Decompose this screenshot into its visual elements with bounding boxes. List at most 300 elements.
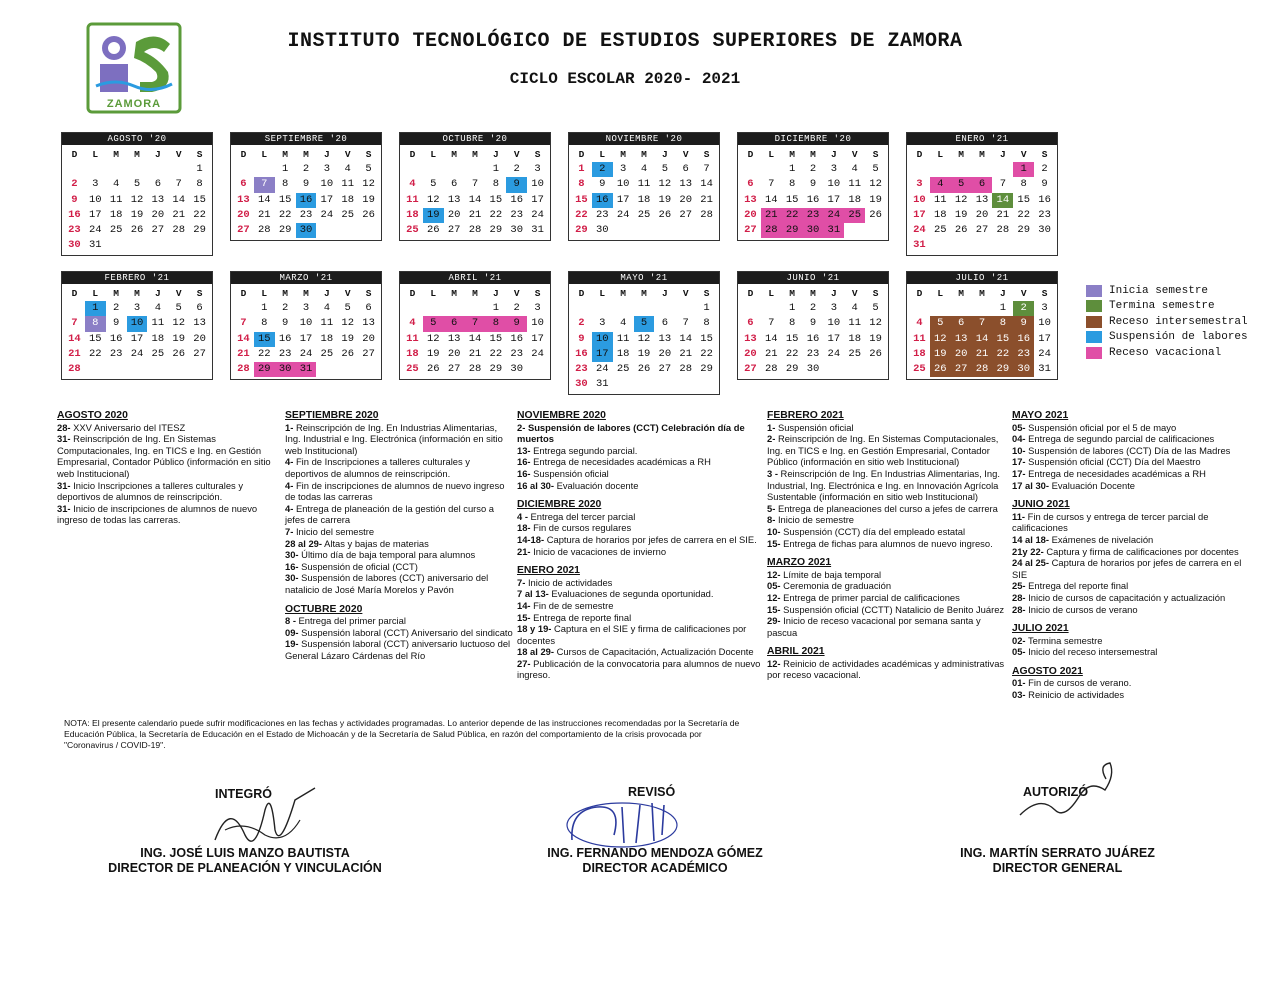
day-cell: 9 xyxy=(578,332,585,345)
day-cell: 24 xyxy=(823,208,844,223)
events-column-2 xyxy=(285,408,515,661)
day-cell: 21 xyxy=(172,208,186,221)
legend-item xyxy=(1086,299,1248,315)
weekday-header: M xyxy=(641,288,647,299)
day-cell: 9 xyxy=(1041,178,1048,191)
event-date: 11- xyxy=(1012,510,1026,522)
day-cell: 8 xyxy=(85,316,106,331)
month-calendar xyxy=(906,271,1058,380)
day-cell: 31 xyxy=(823,223,844,238)
signature-label-integro: INTEGRÓ xyxy=(215,787,272,801)
day-cell: 30 xyxy=(1038,223,1051,236)
event-date: 16- xyxy=(517,467,531,479)
day-cell: 20 xyxy=(193,332,206,345)
event-text: Entrega de reporte final xyxy=(530,611,632,623)
day-cell: 19 xyxy=(426,347,440,360)
day-cell: 31 xyxy=(88,239,102,252)
empty-cell xyxy=(444,162,465,177)
event-text: Inicio de semestre xyxy=(775,514,855,526)
event-date: 15- xyxy=(517,611,531,623)
empty-cell xyxy=(972,301,993,316)
weekday-header: L xyxy=(599,288,606,299)
day-cell: 28 xyxy=(700,208,713,221)
empty-cell xyxy=(168,162,189,177)
day-cell: 5 xyxy=(430,178,437,191)
day-cell: 2 xyxy=(809,163,817,176)
legend-swatch xyxy=(1086,285,1102,297)
day-cell: 27 xyxy=(237,223,250,236)
day-cell: 17 xyxy=(1038,332,1051,345)
day-cell: 24 xyxy=(531,347,544,360)
legend-label: Receso intersemestral xyxy=(1109,315,1248,328)
event-date: 17 al 30- xyxy=(1012,479,1050,491)
day-cell: 9 xyxy=(112,317,120,330)
event-item xyxy=(1012,592,1242,604)
day-cell: 30 xyxy=(68,239,81,252)
weekday-header: D xyxy=(578,288,585,299)
weekday-header: V xyxy=(851,288,858,299)
event-date: 12- xyxy=(767,568,781,580)
day-cell: 1 xyxy=(578,163,585,176)
event-text: Entrega del reporte final xyxy=(1025,580,1129,592)
event-text: Suspensión de oficial (CCT) xyxy=(298,560,418,572)
day-cell: 15 xyxy=(992,332,1013,347)
day-cell: 2 xyxy=(281,302,289,315)
events-column-4 xyxy=(767,408,1007,681)
weekday-header: L xyxy=(937,288,944,299)
event-item xyxy=(767,592,1007,604)
signer-name: ING. FERNANDO MENDOZA GÓMEZ xyxy=(547,846,763,860)
event-date: 18 al 29- xyxy=(517,646,555,658)
event-text: Inicio del semestre xyxy=(293,525,375,537)
day-cell: 7 xyxy=(999,178,1006,191)
day-cell: 26 xyxy=(869,208,882,221)
event-month-heading: OCTUBRE 2020 xyxy=(285,603,363,615)
event-date: 17- xyxy=(1012,456,1026,468)
month-calendar xyxy=(737,132,889,241)
legend-item xyxy=(1086,314,1248,330)
day-cell: 4 xyxy=(409,317,416,330)
day-cell: 15 xyxy=(575,193,588,206)
empty-cell xyxy=(147,162,168,177)
weekday-header: M xyxy=(789,149,795,160)
event-text: Ceremonia de graduación xyxy=(780,580,892,592)
day-cell: 10 xyxy=(592,332,613,347)
signature-block-integro xyxy=(95,846,395,876)
day-cell: 8 xyxy=(992,316,1013,331)
event-date: 17- xyxy=(1012,467,1026,479)
event-date: 12- xyxy=(767,591,781,603)
day-cell: 28 xyxy=(237,362,250,375)
empty-cell xyxy=(127,162,148,177)
day-cell: 16 xyxy=(510,193,524,206)
event-text: Entrega de fichas para alumnos de nuevo ingreso. xyxy=(780,537,993,549)
day-cell: 22 xyxy=(278,208,292,221)
day-cell: 5 xyxy=(634,316,655,331)
weekday-header: L xyxy=(768,288,775,299)
day-cell: 15 xyxy=(489,193,503,206)
day-cell: 11 xyxy=(848,178,862,191)
event-item xyxy=(1012,433,1242,445)
day-cell: 9 xyxy=(71,193,78,206)
day-cell: 15 xyxy=(193,193,206,206)
day-cell: 15 xyxy=(254,332,275,347)
day-cell: 6 xyxy=(154,178,161,191)
event-date: 28 al 29- xyxy=(285,537,323,549)
event-item xyxy=(57,433,281,479)
day-cell: 7 xyxy=(703,163,710,176)
day-cell: 8 xyxy=(485,316,506,331)
weekday-header: D xyxy=(747,149,754,160)
day-cell: 7 xyxy=(471,178,479,191)
day-cell: 5 xyxy=(930,316,951,331)
day-cell: 10 xyxy=(616,178,630,191)
day-cell: 23 xyxy=(595,208,609,221)
day-cell: 16 xyxy=(1013,332,1034,347)
weekday-header: D xyxy=(240,288,247,299)
day-cell: 22 xyxy=(700,347,713,360)
empty-cell xyxy=(909,162,930,177)
day-cell: 17 xyxy=(88,208,102,221)
day-cell: 22 xyxy=(257,347,271,360)
event-item xyxy=(285,638,515,661)
day-cell: 25 xyxy=(844,208,865,223)
event-item xyxy=(767,569,1007,581)
event-date: 13- xyxy=(517,444,531,456)
day-cell: 3 xyxy=(916,178,923,191)
day-cell: 2 xyxy=(592,162,613,177)
day-cell: 16 xyxy=(278,332,292,345)
event-date: 8 - xyxy=(285,615,296,627)
empty-cell xyxy=(951,301,972,316)
event-item xyxy=(285,503,515,526)
legend-label: Receso vacacional xyxy=(1109,346,1222,359)
event-item xyxy=(767,615,1007,638)
weekday-header: J xyxy=(831,149,837,160)
day-cell: 13 xyxy=(362,317,375,330)
day-cell: 23 xyxy=(510,208,524,221)
day-cell: 29 xyxy=(700,362,713,375)
day-cell: 3 xyxy=(599,317,606,330)
day-cell: 7 xyxy=(465,316,486,331)
event-month-heading: JULIO 2021 xyxy=(1012,623,1069,635)
day-cell: 2 xyxy=(1041,163,1048,176)
day-cell: 18 xyxy=(848,332,862,345)
day-cell: 3 xyxy=(830,163,837,176)
day-cell: 2 xyxy=(809,302,817,315)
month-calendar xyxy=(568,271,720,395)
day-cell: 20 xyxy=(658,347,672,360)
event-text: Límite de baja temporal xyxy=(780,568,882,580)
day-cell: 2 xyxy=(513,302,520,315)
signature-autorizo xyxy=(1010,755,1130,835)
day-cell: 15 xyxy=(785,332,799,345)
empty-cell xyxy=(233,162,254,177)
event-date: 4- xyxy=(285,456,294,468)
day-cell: 3 xyxy=(619,163,627,176)
day-cell: 29 xyxy=(489,362,503,375)
empty-cell xyxy=(423,162,444,177)
day-cell: 20 xyxy=(951,347,972,362)
event-item xyxy=(285,572,515,595)
weekday-header: S xyxy=(872,149,879,160)
month-name: DICIEMBRE '20 xyxy=(738,133,888,145)
month-calendar xyxy=(230,132,382,241)
event-text: Entrega de segundo parcial de calificaciones xyxy=(1025,433,1215,445)
day-cell: 27 xyxy=(447,223,461,236)
event-item xyxy=(1012,677,1242,689)
day-cell: 16 xyxy=(592,193,613,208)
day-cell: 26 xyxy=(869,347,882,360)
day-cell: 3 xyxy=(323,163,330,176)
day-cell: 23 xyxy=(1038,208,1051,221)
day-cell: 4 xyxy=(930,177,951,192)
event-month-heading: MAYO 2021 xyxy=(1012,410,1069,421)
day-cell: 21 xyxy=(972,347,993,362)
day-cell: 25 xyxy=(848,347,862,360)
event-item xyxy=(767,604,1007,616)
day-cell: 1 xyxy=(788,163,796,176)
weekday-header: D xyxy=(71,149,78,160)
day-cell: 10 xyxy=(88,193,102,206)
month-name: MAYO '21 xyxy=(569,272,719,284)
day-cell: 13 xyxy=(151,193,165,206)
day-cell: 12 xyxy=(426,332,440,345)
day-cell: 25 xyxy=(109,223,123,236)
event-text: Suspensión oficial (CCT) Día del Maestro xyxy=(1025,456,1201,468)
day-cell: 10 xyxy=(531,317,544,330)
day-cell: 9 xyxy=(599,178,606,191)
weekday-header: D xyxy=(747,288,754,299)
day-cell: 29 xyxy=(992,362,1013,377)
day-cell: 24 xyxy=(1038,347,1051,360)
day-cell: 30 xyxy=(275,362,296,377)
day-cell: 22 xyxy=(193,208,206,221)
day-cell: 27 xyxy=(193,347,206,360)
day-cell: 16 xyxy=(806,193,820,206)
day-cell: 18 xyxy=(320,332,334,345)
day-cell: 29 xyxy=(278,223,292,236)
legend-item xyxy=(1086,345,1248,361)
event-date: 16 al 30- xyxy=(517,479,555,491)
event-text: Reinicio de actividades académicas y administrativas por receso vacacional. xyxy=(767,657,1005,681)
day-cell: 13 xyxy=(447,332,461,345)
event-item xyxy=(517,480,765,492)
day-cell: 21 xyxy=(468,347,482,360)
event-item xyxy=(1012,534,1242,546)
day-cell: 6 xyxy=(661,317,668,330)
event-item xyxy=(767,433,1007,468)
event-date: 16- xyxy=(285,560,299,572)
day-cell: 31 xyxy=(595,378,609,391)
event-date: 7- xyxy=(285,525,294,537)
day-cell: 8 xyxy=(1020,178,1027,191)
day-cell: 28 xyxy=(257,223,271,236)
event-date: 03- xyxy=(1012,689,1026,701)
day-cell: 6 xyxy=(951,316,972,331)
day-cell: 2 xyxy=(1013,301,1034,316)
day-cell: 7 xyxy=(768,178,775,191)
event-text: Suspensión oficial xyxy=(530,467,609,479)
events-column-1 xyxy=(57,408,281,526)
legend-swatch xyxy=(1086,331,1102,343)
day-cell: 7 xyxy=(71,317,78,330)
event-date: 8- xyxy=(767,514,776,526)
event-text: Fin de cursos regulares xyxy=(530,522,632,534)
day-cell: 19 xyxy=(658,193,672,206)
event-text: Inicio de vacaciones de invierno xyxy=(530,545,667,557)
weekday-header: M xyxy=(958,288,964,299)
event-item xyxy=(1012,422,1242,434)
day-cell: 17 xyxy=(592,347,613,362)
day-cell: 30 xyxy=(803,223,824,238)
weekday-header: V xyxy=(513,149,520,160)
event-text: Inicio de receso vacacional por semana santa y pascua xyxy=(767,615,981,638)
event-month-heading: NOVIEMBRE 2020 xyxy=(517,410,606,421)
event-item xyxy=(767,503,1007,515)
weekday-header: M xyxy=(472,288,478,299)
day-cell: 21 xyxy=(237,347,250,360)
day-cell: 2 xyxy=(302,163,310,176)
weekday-header: V xyxy=(175,288,182,299)
events-column-5 xyxy=(1012,408,1242,701)
day-cell: 18 xyxy=(848,193,862,206)
empty-cell xyxy=(740,301,761,316)
weekday-header: S xyxy=(365,149,372,160)
day-cell: 25 xyxy=(406,362,419,375)
day-cell: 10 xyxy=(127,316,148,331)
weekday-header: M xyxy=(451,288,457,299)
event-text: Exámenes de nivelación xyxy=(1049,533,1154,545)
day-cell: 19 xyxy=(930,347,951,362)
day-cell: 9 xyxy=(506,177,527,192)
day-cell: 28 xyxy=(468,223,482,236)
empty-cell xyxy=(64,301,85,316)
page-subtitle: CICLO ESCOLAR 2020- 2021 xyxy=(509,70,741,88)
day-cell: 8 xyxy=(261,317,268,330)
day-cell: 27 xyxy=(744,223,757,236)
event-item xyxy=(285,627,515,639)
empty-cell xyxy=(761,301,782,316)
day-cell: 12 xyxy=(869,317,882,330)
day-cell: 27 xyxy=(151,223,165,236)
day-cell: 28 xyxy=(468,362,482,375)
day-cell: 9 xyxy=(302,178,310,191)
weekday-header: S xyxy=(534,288,541,299)
page-title: INSTITUTO TECNOLÓGICO DE ESTUDIOS SUPERIORES DE ZAMORA xyxy=(287,30,963,53)
event-text: Captura de horarios por jefes de carrera en el SIE xyxy=(1012,557,1242,580)
day-cell: 7 xyxy=(768,317,775,330)
event-text: Suspensión de labores (CCT) aniversario del natalicio de José María Morelos y Pavón xyxy=(285,572,489,595)
month-name: SEPTIEMBRE '20 xyxy=(231,133,381,145)
event-item xyxy=(1012,511,1242,534)
weekday-header: M xyxy=(789,288,795,299)
event-item xyxy=(1012,604,1242,616)
event-item xyxy=(57,422,281,434)
day-cell: 3 xyxy=(133,302,141,315)
day-cell: 20 xyxy=(447,208,461,221)
empty-cell xyxy=(761,162,782,177)
event-text: Entrega de necesidades académicas a RH xyxy=(530,456,711,468)
weekday-header: J xyxy=(662,149,668,160)
weekday-header: L xyxy=(92,288,99,299)
month-calendar xyxy=(737,271,889,380)
day-cell: 16 xyxy=(296,193,317,208)
day-cell: 12 xyxy=(637,332,651,345)
weekday-header: V xyxy=(175,149,182,160)
day-cell: 5 xyxy=(661,163,668,176)
day-cell: 25 xyxy=(341,208,355,221)
weekday-header: S xyxy=(534,149,541,160)
event-date: 29- xyxy=(767,615,781,627)
day-cell: 16 xyxy=(510,332,524,345)
month-calendar xyxy=(399,271,551,380)
day-cell: 17 xyxy=(913,208,926,221)
event-date: 05- xyxy=(767,580,781,592)
day-cell: 25 xyxy=(320,347,334,360)
event-text: Suspensión (CCT) día del empleado estatal xyxy=(780,525,966,537)
day-cell: 14 xyxy=(972,332,993,347)
event-date: 5- xyxy=(767,502,776,514)
weekday-header: L xyxy=(768,149,775,160)
event-item xyxy=(767,658,1007,681)
day-cell: 20 xyxy=(237,208,250,221)
day-cell: 18 xyxy=(637,193,651,206)
weekday-header: S xyxy=(196,288,203,299)
day-cell: 6 xyxy=(747,317,754,330)
day-cell: 4 xyxy=(851,163,858,176)
day-cell: 25 xyxy=(616,362,630,375)
day-cell: 8 xyxy=(703,317,710,330)
signature-label-autorizo: AUTORIZÓ xyxy=(1023,785,1089,799)
weekday-header: D xyxy=(409,149,416,160)
day-cell: 2 xyxy=(578,317,585,330)
day-cell: 24 xyxy=(531,208,544,221)
legend-label: Suspensión de labores xyxy=(1109,331,1248,344)
event-text: Inicio del receso intersemestral xyxy=(1025,646,1158,658)
day-cell: 4 xyxy=(154,302,161,315)
day-cell: 26 xyxy=(341,347,355,360)
weekday-header: J xyxy=(493,288,499,299)
signer-name: ING. MARTÍN SERRATO JUÁREZ xyxy=(960,846,1155,860)
events-column-3 xyxy=(517,408,765,681)
event-text: Termina semestre xyxy=(1025,634,1103,646)
day-cell: 24 xyxy=(913,223,926,236)
day-cell: 18 xyxy=(406,347,419,360)
day-cell: 23 xyxy=(575,362,588,375)
event-date: 01- xyxy=(1012,677,1026,689)
month-calendar xyxy=(61,271,213,380)
empty-cell xyxy=(233,301,254,316)
day-cell: 6 xyxy=(196,302,203,315)
day-cell: 1 xyxy=(1013,162,1034,177)
empty-cell xyxy=(634,301,655,316)
legend-label: Inicia semestre xyxy=(1109,284,1209,297)
event-item xyxy=(767,468,1007,503)
weekday-header: D xyxy=(71,288,78,299)
empty-cell xyxy=(64,162,85,177)
day-cell: 20 xyxy=(744,347,757,360)
day-cell: 22 xyxy=(489,347,503,360)
day-cell: 23 xyxy=(806,347,820,360)
weekday-header: D xyxy=(578,149,585,160)
day-cell: 15 xyxy=(278,193,292,206)
day-cell: 1 xyxy=(261,302,268,315)
day-cell: 10 xyxy=(1038,317,1051,330)
day-cell: 22 xyxy=(1017,208,1031,221)
day-cell: 17 xyxy=(299,332,313,345)
empty-cell xyxy=(85,162,106,177)
